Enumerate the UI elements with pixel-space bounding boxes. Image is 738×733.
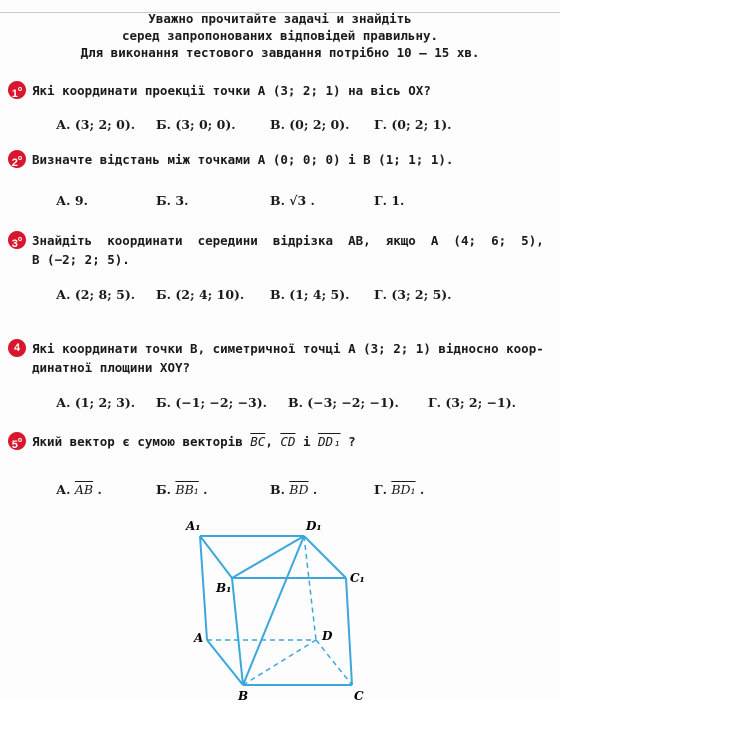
question-number-badge: 4 xyxy=(8,339,26,357)
question-number-badge: $5^о$ xyxy=(8,432,26,450)
option-v[interactable]: В. √3 . xyxy=(270,193,315,208)
option-g[interactable]: Г. (3; 2; 5). xyxy=(374,287,452,302)
blank-margin xyxy=(560,0,738,733)
option-b[interactable]: Б. (−1; −2; −3). xyxy=(156,395,268,410)
question-text-line-1: Знайдіть координати середини відрізка AB, якщо A (4; 6; 5), xyxy=(32,233,544,248)
conjunction: і xyxy=(302,434,311,449)
question-text: Визначте відстань між точками A (0; 0; 0) і B (1; 1; 1). xyxy=(32,152,454,167)
label-c1: C₁ xyxy=(350,571,365,585)
vector-bc: $\overline{BC}$ xyxy=(250,434,266,449)
option-v[interactable]: В. (1; 4; 5). xyxy=(270,287,350,302)
option-b[interactable]: Б. 3. xyxy=(156,193,189,208)
option-a[interactable]: А. (1; 2; 3). xyxy=(56,395,136,410)
option-b[interactable]: Б. BB₁ . xyxy=(156,482,208,497)
question-number-badge: $2^о$ xyxy=(8,150,26,168)
question-text: Який вектор є сумою векторів $\overline{BC}$, $\overline{CD}$ і DD₁ ? xyxy=(32,434,356,449)
option-g[interactable]: Г. 1. xyxy=(374,193,405,208)
question-text-prefix: Який вектор є сумою векторів xyxy=(32,434,243,449)
option-g[interactable]: Г. BD₁ . xyxy=(374,482,425,497)
option-g[interactable]: Г. (0; 2; 1). xyxy=(374,117,452,132)
question-text-line-2: динатної площини XOY? xyxy=(32,360,191,375)
header-line-1: Уважно прочитайте задачі и знайдіть xyxy=(148,11,412,26)
option-g[interactable]: Г. (3; 2; −1). xyxy=(428,395,517,410)
header-line-2: серед запропонованих відповідей правильну. xyxy=(121,28,439,43)
question-text-line-2: B (−2; 2; 5). xyxy=(32,252,130,267)
label-c: C xyxy=(354,689,364,703)
label-a1: A₁ xyxy=(186,519,201,533)
vector-cd: $\overline{CD}$ xyxy=(280,434,296,449)
option-a[interactable]: А. (3; 2; 0). xyxy=(56,117,136,132)
option-a[interactable]: А. (2; 8; 5). xyxy=(56,287,136,302)
option-b[interactable]: Б. (3; 0; 0). xyxy=(156,117,236,132)
question-number-badge: $3^о$ xyxy=(8,231,26,249)
question-text: Які координати проекції точки A (3; 2; 1) на вісь OX? xyxy=(32,83,431,98)
option-v[interactable]: В. (−3; −2; −1). xyxy=(288,395,399,410)
option-v[interactable]: В. $\overline{BD}$ . xyxy=(270,482,318,497)
option-v[interactable]: В. (0; 2; 0). xyxy=(270,117,350,132)
option-a[interactable]: А. $\overline{AB}$ . xyxy=(56,482,102,497)
question-text-suffix: ? xyxy=(348,434,356,449)
question-number-badge: $1^о$ xyxy=(8,81,26,99)
question-text-line-1: Які координати точки B, симетричної точці A (3; 2; 1) відносно коор- xyxy=(32,341,544,356)
label-a: A xyxy=(194,631,204,645)
label-b1: B₁ xyxy=(216,581,232,595)
label-d: D xyxy=(322,629,333,643)
option-a[interactable]: А. 9. xyxy=(56,193,88,208)
label-d1: D₁ xyxy=(306,519,322,533)
vector-dd1: DD₁ xyxy=(318,434,341,449)
option-b[interactable]: Б. (2; 4; 10). xyxy=(156,287,245,302)
header-line-3: Для виконання тестового завдання потрібно 10 – 15 хв. xyxy=(80,45,480,60)
instructions-header xyxy=(0,10,560,61)
label-b: B xyxy=(238,689,249,703)
